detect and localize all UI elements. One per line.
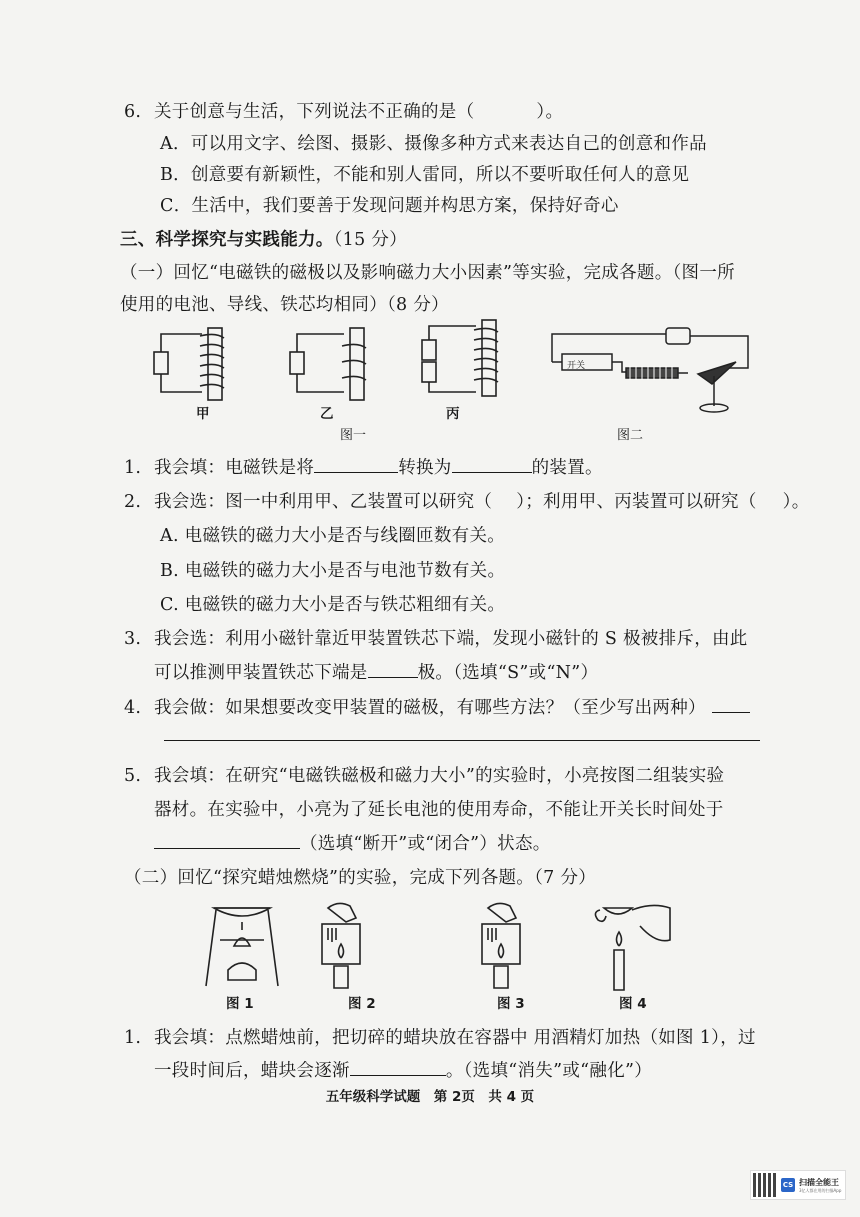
watermark-sub: 3亿人都在用的扫描App: [799, 1187, 842, 1193]
candle-fig-label-4: 图 4: [619, 996, 647, 1012]
answer-blank[interactable]: [712, 694, 750, 713]
page-footer: 五年级科学试题 第 2页 共 4 页: [325, 1089, 535, 1105]
fig1-label-yi: 乙: [320, 406, 334, 422]
q6-option-b: B．创意要有新颖性，不能和别人雷同，所以不要听取任何人的意见: [160, 165, 690, 185]
fig2-caption: 图二: [617, 428, 644, 443]
part1-q5-line3: （选填“断开”或“闭合”）状态。: [154, 830, 551, 855]
fig1-caption: 图一: [340, 428, 367, 443]
part1-q2-option-c: C. 电磁铁的磁力大小是否与铁芯粗细有关。: [160, 595, 506, 615]
qr-code-icon: [753, 1173, 777, 1197]
candle-fig-label-3: 图 3: [497, 996, 525, 1012]
q6-stem: 6. 关于创意与生活，下列说法不正确的是（ ）。: [124, 102, 564, 122]
answer-blank[interactable]: [154, 830, 300, 849]
watermark-name: 扫描全能王: [799, 1177, 839, 1187]
answer-blank[interactable]: [452, 454, 532, 473]
part1-q4: 4. 我会做：如果想要改变甲装置的磁极，有哪些方法？（至少写出两种）: [124, 694, 750, 719]
fig1-label-bing: 丙: [446, 406, 460, 422]
camscanner-logo-icon: CS: [781, 1178, 795, 1192]
part1-q3-line2: 可以推测甲装置铁芯下端是 极。（选填“S”或“N”）: [154, 659, 598, 684]
scanner-watermark: [750, 1170, 846, 1200]
answer-blank[interactable]: [350, 1057, 446, 1076]
part1-q5-line2: 器材。在实验中，小亮为了延长电池的使用寿命，不能让开关长时间处于: [154, 800, 724, 820]
part2-intro: （二）回忆“探究蜡烛燃烧”的实验，完成下列各题。（7 分）: [124, 868, 597, 888]
part2-q1-line2: 一段时间后，蜡块会逐渐 。（选填“消失”或“融化”）: [154, 1057, 652, 1082]
part1-q2-option-a: A. 电磁铁的磁力大小是否与线圈匝数有关。: [160, 526, 506, 546]
candle-fig-label-1: 图 1: [226, 996, 254, 1012]
answer-blank[interactable]: [314, 454, 398, 473]
fig1-label-jia: 甲: [196, 406, 210, 422]
candle-fig-label-2: 图 2: [348, 996, 376, 1012]
part1-q2: 2. 我会选：图一中利用甲、乙装置可以研究（ ）；利用甲、丙装置可以研究（ ）。: [124, 492, 810, 512]
figure-2-apparatus: [548, 328, 758, 418]
q6-option-a: A．可以用文字、绘图、摄影、摄像多种方式来表达自己的创意和作品: [160, 134, 707, 154]
answer-blank[interactable]: [368, 659, 418, 678]
fig2-switch-label: 开关: [567, 361, 586, 371]
part1-intro-line2: 使用的电池、导线、铁芯均相同）（8 分）: [120, 295, 449, 315]
q6-option-c: C．生活中，我们要善于发现问题并构思方案，保持好奇心: [160, 196, 619, 216]
part1-q5-line1: 5. 我会填：在研究“电磁铁磁极和磁力大小”的实验时，小亮按图二组装实验: [124, 766, 725, 786]
part1-q2-option-b: B. 电磁铁的磁力大小是否与电池节数有关。: [160, 561, 506, 581]
part1-q1: 1. 我会填：电磁铁是将 转换为 的装置。: [124, 454, 603, 479]
part1-q3-line1: 3. 我会选：利用小磁针靠近甲装置铁芯下端，发现小磁针的 S 极被排斥，由此: [124, 629, 748, 649]
part2-q1-line1: 1. 我会填：点燃蜡烛前，把切碎的蜡块放在容器中 用酒精灯加热（如图 1），过: [124, 1028, 756, 1048]
part1-intro-line1: （一）回忆“电磁铁的磁极以及影响磁力大小因素”等实验，完成各题。（图一所: [120, 263, 735, 283]
answer-line[interactable]: [164, 740, 760, 741]
candle-figures: [200, 900, 690, 995]
section-3-title: 三、科学探究与实践能力。（15 分）: [120, 230, 407, 250]
